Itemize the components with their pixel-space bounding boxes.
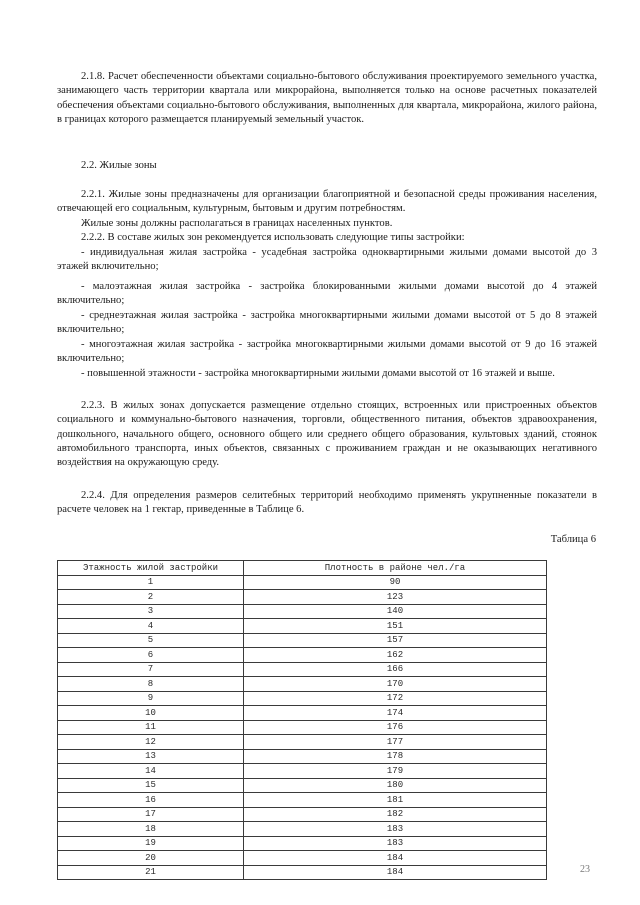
- cell-density: 172: [244, 691, 547, 706]
- page-number: 23: [580, 864, 590, 875]
- cell-floors: 20: [58, 851, 244, 866]
- table-row: [58, 807, 547, 822]
- table-row: [58, 720, 547, 735]
- cell-floors: 12: [58, 735, 244, 750]
- cell-floors: 19: [58, 836, 244, 851]
- table-row: [58, 865, 547, 880]
- table-row: [58, 822, 547, 837]
- list-item-multi-storey: - многоэтажная жилая застройка - застройка многоквартирными жилыми домами высотой от 9 до 16 этажей включительно;: [57, 339, 597, 365]
- cell-floors: 21: [58, 865, 244, 880]
- table-row: [58, 590, 547, 605]
- paragraph-2-1-8: 2.1.8. Расчет обеспеченности объектами социально-бытового обслуживания проектируемого земельного участка, занимающего часть территории квартала или микрорайона, выполняется только на основе расчетных показателей обеспечения объектами социально-бытового обслуживания, выполненных для квартала, микрорайона, жилого района, в границах которого размещается планируемый земельный участок.: [57, 71, 597, 125]
- table-row: [58, 793, 547, 808]
- list-item-individual: - индивидуальная жилая застройка - усадебная застройка одноквартирными жилыми домами высотой до 3 этажей включительно;: [57, 247, 597, 273]
- table-row: [58, 851, 547, 866]
- table-row: [58, 749, 547, 764]
- cell-density: 170: [244, 677, 547, 692]
- cell-floors: 6: [58, 648, 244, 663]
- paragraph-2-2-1: 2.2.1. Жилые зоны предназначены для организации благоприятной и безопасной среды проживания населения, отвечающей его социальным, культурным, бытовым и другим потребностям.: [57, 189, 597, 215]
- cell-floors: 9: [58, 691, 244, 706]
- table-row: [58, 662, 547, 677]
- table-header-row: [58, 561, 547, 576]
- table-caption: Таблица 6: [550, 534, 596, 545]
- table-row: [58, 735, 547, 750]
- section-heading-2-2: 2.2. Жилые зоны: [81, 160, 157, 171]
- table-row: [58, 575, 547, 590]
- cell-floors: 14: [58, 764, 244, 779]
- table-row: [58, 836, 547, 851]
- cell-density: 140: [244, 604, 547, 619]
- cell-floors: 4: [58, 619, 244, 634]
- cell-floors: 5: [58, 633, 244, 648]
- table-row: [58, 648, 547, 663]
- paragraph-2-2-3: 2.2.3. В жилых зонах допускается размещение отдельно стоящих, встроенных или пристроенных объектов социального и коммунально-бытового назначения, торговли, общественного питания, объектов здравоохранения, дошкольного, начального общего, основного общего или среднего общего образования, культовых зданий, стоянок автомобильного транспорта, иных объектов, связанных с проживанием граждан и не оказывающих негативного воздействия на окружающую среду.: [57, 400, 597, 469]
- list-item-high-rise: - повышенной этажности - застройка многоквартирными жилыми домами высотой от 16 этажей и выше.: [81, 368, 555, 379]
- table-row: [58, 764, 547, 779]
- cell-floors: 13: [58, 749, 244, 764]
- cell-density: 184: [244, 851, 547, 866]
- table-row: [58, 691, 547, 706]
- cell-density: 178: [244, 749, 547, 764]
- table-row: [58, 619, 547, 634]
- cell-floors: 15: [58, 778, 244, 793]
- cell-density: 123: [244, 590, 547, 605]
- cell-density: 182: [244, 807, 547, 822]
- cell-density: 157: [244, 633, 547, 648]
- density-table: [57, 560, 547, 880]
- cell-density: 166: [244, 662, 547, 677]
- cell-floors: 11: [58, 720, 244, 735]
- table-row: [58, 677, 547, 692]
- cell-density: 151: [244, 619, 547, 634]
- cell-floors: 3: [58, 604, 244, 619]
- paragraph-2-2-4: 2.2.4. Для определения размеров селитебных территорий необходимо применять укрупненные показатели в расчете человек на 1 гектар, приведенные в Таблице 6.: [57, 490, 597, 516]
- cell-density: 183: [244, 836, 547, 851]
- table-row: [58, 778, 547, 793]
- paragraph-2-2-2: 2.2.2. В составе жилых зон рекомендуется использовать следующие типы застройки:: [81, 232, 465, 243]
- paragraph-2-2-1-b: Жилые зоны должны располагаться в границах населенных пунктов.: [81, 218, 393, 229]
- cell-floors: 18: [58, 822, 244, 837]
- cell-floors: 17: [58, 807, 244, 822]
- header-density: Плотность в районе чел./га: [244, 561, 547, 576]
- cell-density: 179: [244, 764, 547, 779]
- cell-density: 90: [244, 575, 547, 590]
- list-item-mid-rise: - среднеэтажная жилая застройка - застройка многоквартирными жилыми домами высотой от 5 до 8 этажей включительно;: [57, 310, 597, 336]
- cell-floors: 1: [58, 575, 244, 590]
- header-floors: Этажность жилой застройки: [58, 561, 244, 576]
- cell-density: 174: [244, 706, 547, 721]
- table-row: [58, 706, 547, 721]
- cell-floors: 10: [58, 706, 244, 721]
- cell-density: 183: [244, 822, 547, 837]
- list-item-low-rise: - малоэтажная жилая застройка - застройка блокированными жилыми домами высотой до 4 этажей включительно;: [57, 281, 597, 307]
- cell-density: 181: [244, 793, 547, 808]
- cell-density: 176: [244, 720, 547, 735]
- cell-density: 162: [244, 648, 547, 663]
- cell-density: 177: [244, 735, 547, 750]
- cell-density: 184: [244, 865, 547, 880]
- table-row: [58, 633, 547, 648]
- cell-floors: 8: [58, 677, 244, 692]
- table-row: [58, 604, 547, 619]
- cell-floors: 7: [58, 662, 244, 677]
- cell-floors: 2: [58, 590, 244, 605]
- cell-floors: 16: [58, 793, 244, 808]
- cell-density: 180: [244, 778, 547, 793]
